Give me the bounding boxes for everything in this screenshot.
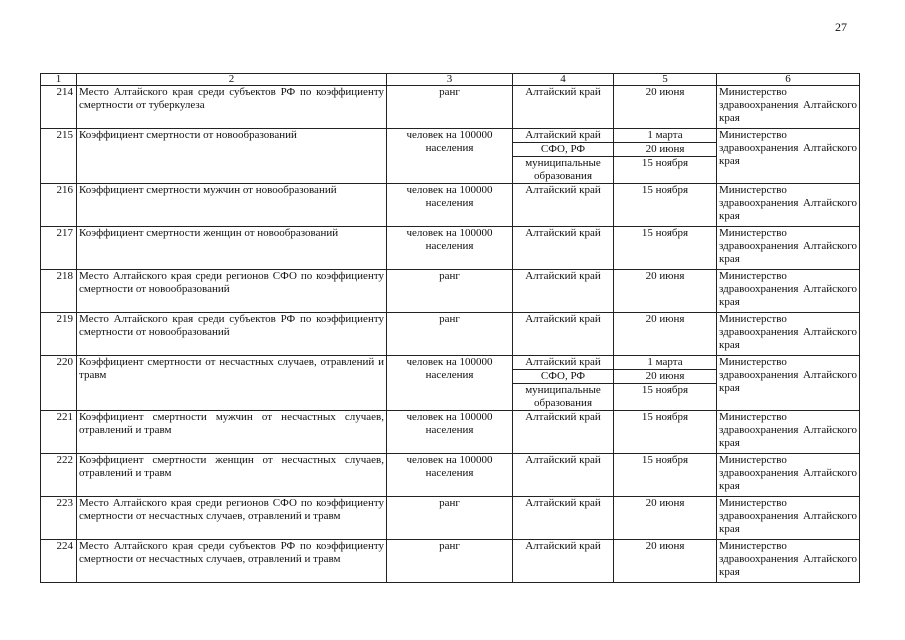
deadline-cell [614,540,717,583]
unit-of-measure: ранг [387,313,513,356]
deadline-cell [614,454,717,497]
responsible-body: Министерство здравоохранения Алтайского края [717,270,860,313]
unit-of-measure: человек на 100000 населения [387,356,513,411]
responsible-body: Министерство здравоохранения Алтайского края [717,313,860,356]
deadline-cell [614,411,717,454]
indicator-name: Коэффициент смертности женщин от новообразований [77,227,387,270]
territory-cell [513,497,614,540]
row-number: 222 [41,454,77,497]
indicator-name: Коэффициент смертности от новообразований [77,129,387,184]
deadline-item: 20 июня [614,369,716,383]
table-row [41,497,860,540]
territory-cell [513,129,614,184]
deadline-item: 20 июня [645,497,685,509]
deadline-item: 1 марта [647,129,683,141]
territory-item: Алтайский край [525,227,601,239]
territory-item: Алтайский край [525,129,601,141]
territory-item: Алтайский край [525,86,601,98]
table-row [41,184,860,227]
table-row [41,540,860,583]
territory-item: муниципальные образования [513,156,613,183]
indicator-name: Коэффициент смертности от несчастных случаев, отравлений и травм [77,356,387,411]
territory-item: Алтайский край [525,356,601,368]
row-number: 218 [41,270,77,313]
indicator-name: Коэффициент смертности мужчин от несчастных случаев, отравлений и травм [77,411,387,454]
deadline-item: 20 июня [645,86,685,98]
deadline-cell [614,270,717,313]
deadline-cell [614,356,717,411]
table-row [41,227,860,270]
territory-item: Алтайский край [525,454,601,466]
responsible-body: Министерство здравоохранения Алтайского края [717,454,860,497]
territory-item: Алтайский край [525,313,601,325]
indicator-name: Место Алтайского края среди регионов СФО по коэффициенту смертности от несчастных случаев, отравлений и травм [77,497,387,540]
territory-cell [513,227,614,270]
territory-item: Алтайский край [525,270,601,282]
responsible-body: Министерство здравоохранения Алтайского края [717,129,860,184]
deadline-cell [614,129,717,184]
table-row [41,313,860,356]
row-number: 215 [41,129,77,184]
column-header: 3 [387,74,513,86]
deadline-cell [614,227,717,270]
row-number: 219 [41,313,77,356]
territory-cell [513,540,614,583]
responsible-body: Министерство здравоохранения Алтайского края [717,540,860,583]
unit-of-measure: человек на 100000 населения [387,411,513,454]
territory-item: Алтайский край [525,497,601,509]
responsible-body: Министерство здравоохранения Алтайского края [717,497,860,540]
territory-item: Алтайский край [525,540,601,552]
row-number: 223 [41,497,77,540]
deadline-item: 1 марта [647,356,683,368]
unit-of-measure: ранг [387,497,513,540]
table-row [41,86,860,129]
deadline-cell [614,313,717,356]
table-row [41,411,860,454]
unit-of-measure: ранг [387,270,513,313]
territory-cell [513,454,614,497]
territory-cell [513,184,614,227]
responsible-body: Министерство здравоохранения Алтайского края [717,411,860,454]
territory-cell [513,86,614,129]
table-row [41,454,860,497]
indicator-name: Коэффициент смертности женщин от несчастных случаев, отравлений и травм [77,454,387,497]
deadline-item: 20 июня [614,142,716,156]
territory-cell [513,411,614,454]
deadline-item: 20 июня [645,540,685,552]
row-number: 224 [41,540,77,583]
row-number: 220 [41,356,77,411]
table-row [41,270,860,313]
deadline-item: 15 ноября [641,184,689,196]
indicators-table [40,73,860,583]
page-number: 27 [835,20,847,34]
deadline-item: 15 ноября [641,227,689,239]
deadline-cell [614,184,717,227]
responsible-body: Министерство здравоохранения Алтайского края [717,227,860,270]
table-row [41,356,860,411]
indicator-name: Место Алтайского края среди регионов СФО по коэффициенту смертности от новообразований [77,270,387,313]
deadline-item: 15 ноября [614,156,716,170]
row-number: 214 [41,86,77,129]
territory-item: Алтайский край [525,411,601,423]
unit-of-measure: ранг [387,86,513,129]
unit-of-measure: ранг [387,540,513,583]
column-header: 5 [614,74,717,86]
territory-item: СФО, РФ [513,142,613,156]
row-number: 221 [41,411,77,454]
territory-cell [513,313,614,356]
column-header: 2 [77,74,387,86]
table-header-row [41,74,860,86]
unit-of-measure: человек на 100000 населения [387,227,513,270]
deadline-item: 15 ноября [614,383,716,397]
responsible-body: Министерство здравоохранения Алтайского края [717,356,860,411]
indicator-name: Место Алтайского края среди субъектов РФ по коэффициенту смертности от туберкулеза [77,86,387,129]
deadline-item: 15 ноября [641,411,689,423]
row-number: 216 [41,184,77,227]
unit-of-measure: человек на 100000 населения [387,454,513,497]
indicator-name: Место Алтайского края среди субъектов РФ по коэффициенту смертности от несчастных случаев, отравлений и травм [77,540,387,583]
indicator-name: Коэффициент смертности мужчин от новообразований [77,184,387,227]
responsible-body: Министерство здравоохранения Алтайского края [717,184,860,227]
column-header: 4 [513,74,614,86]
column-header: 1 [41,74,77,86]
territory-cell [513,270,614,313]
column-header: 6 [717,74,860,86]
territory-item: СФО, РФ [513,369,613,383]
deadline-item: 20 июня [645,270,685,282]
responsible-body: Министерство здравоохранения Алтайского края [717,86,860,129]
row-number: 217 [41,227,77,270]
deadline-item: 20 июня [645,313,685,325]
deadline-item: 15 ноября [641,454,689,466]
unit-of-measure: человек на 100000 населения [387,129,513,184]
deadline-cell [614,497,717,540]
territory-cell [513,356,614,411]
territory-item: муниципальные образования [513,383,613,410]
table-row [41,129,860,184]
unit-of-measure: человек на 100000 населения [387,184,513,227]
territory-item: Алтайский край [525,184,601,196]
indicator-name: Место Алтайского края среди субъектов РФ по коэффициенту смертности от новообразований [77,313,387,356]
deadline-cell [614,86,717,129]
